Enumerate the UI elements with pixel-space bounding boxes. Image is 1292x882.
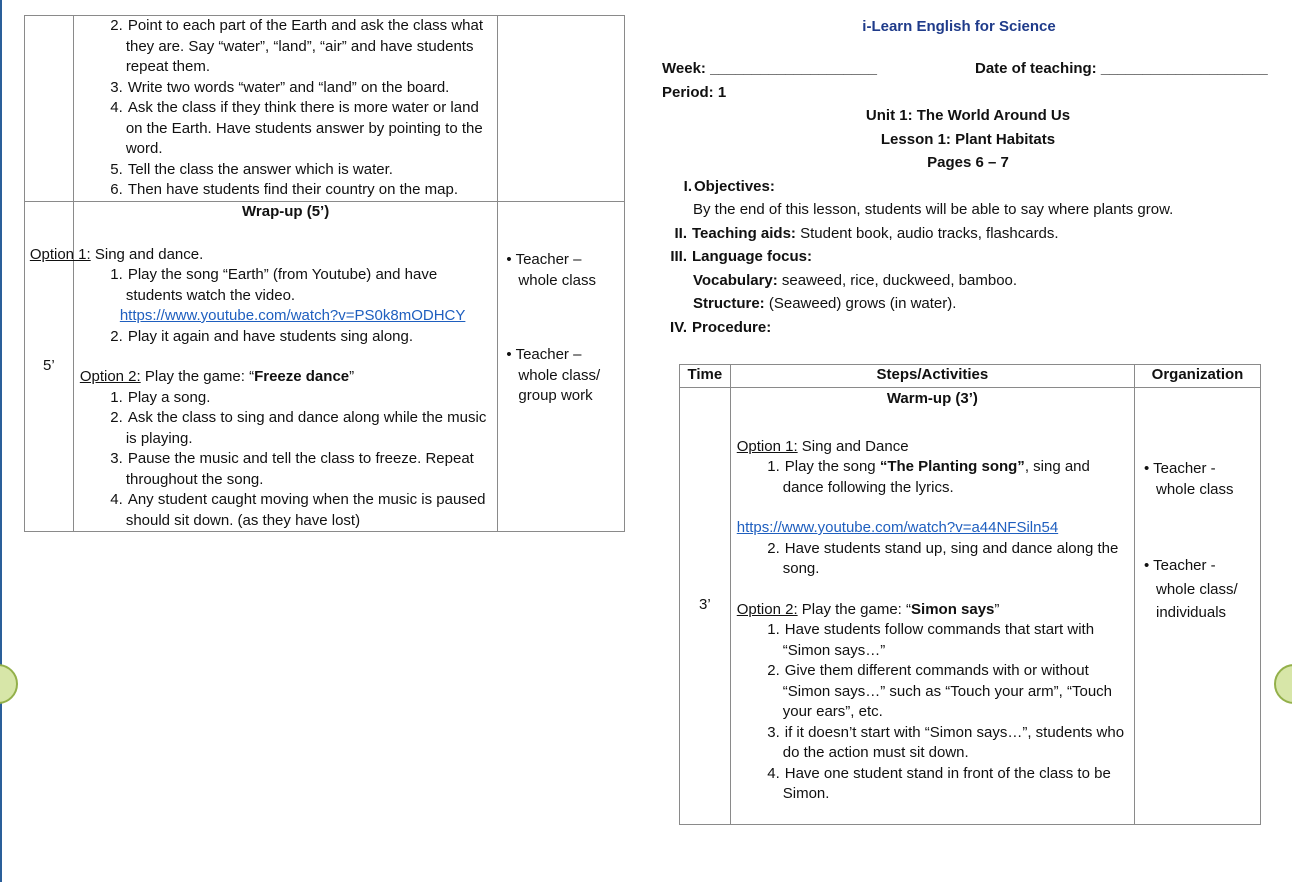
list-item: 4. Have one student stand in front of the class to be Simon. bbox=[767, 764, 1111, 802]
time-cell bbox=[25, 16, 74, 202]
list-item: 5. Tell the class the answer which is water. bbox=[110, 160, 393, 178]
left-page bbox=[24, 15, 625, 532]
structure-line: Structure: (Seaweed) grows (in water). bbox=[693, 295, 957, 312]
list-item: 3. if it doesn’t start with “Simon says…”, students who do the action must sit down. bbox=[767, 723, 1125, 761]
option2-label: Option 2: bbox=[79, 368, 141, 385]
option1-line bbox=[30, 245, 492, 266]
period: Period: 1 bbox=[662, 83, 727, 101]
time-cell bbox=[680, 388, 731, 825]
right-procedure-table-wrap bbox=[679, 364, 1261, 825]
list-item: 3. Pause the music and tell the class to freeze. Repeat throughout the song. bbox=[110, 450, 474, 488]
header-time: Time bbox=[680, 365, 731, 388]
objectives-text: By the end of this lesson, students will be able to say where plants grow. bbox=[693, 201, 1174, 218]
viewer-left-edge bbox=[0, 0, 2, 882]
simon-says: Simon says bbox=[911, 600, 995, 618]
vocabulary-line: Vocabulary: seaweed, rice, duckweed, bamboo. bbox=[693, 271, 1018, 289]
list-item: 2. Give them different commands with or without “Simon says…” such as “Touch your arm”, “Touch your ears”, etc. bbox=[767, 662, 1113, 720]
section-teaching-aids: II. Teaching aids: Student book, audio tracks, flashcards. bbox=[674, 224, 1059, 242]
list-item: 2. Ask the class to sing and dance along while the music is playing. bbox=[110, 409, 487, 447]
activities-cell bbox=[73, 16, 498, 202]
option2-line: Option 2: Play the game: “Freeze dance” bbox=[79, 368, 355, 385]
org1-bullet: • Teacher - whole class bbox=[1143, 460, 1234, 498]
org2-bullet: • Teacher - whole class/ individuals bbox=[1143, 557, 1238, 621]
organization-cell bbox=[498, 202, 625, 532]
section-procedure: IV. Procedure: bbox=[670, 318, 772, 336]
list-item: 6. Then have students find their country on the map. bbox=[110, 181, 459, 198]
list-item: 2. Point to each part of the Earth and ask the class what they are. Say “water”, “land”, “air” and have students repeat them. bbox=[110, 17, 484, 75]
wrapup-title: Wrap-up (5’) bbox=[242, 203, 330, 220]
list-item: 4. Any student caught moving when the music is paused should sit down. (as they have lost) bbox=[110, 491, 486, 529]
next-page-button[interactable] bbox=[1274, 664, 1292, 704]
option2-steps bbox=[737, 620, 1128, 805]
steps-list bbox=[80, 16, 492, 201]
option1-text: Sing and dance. bbox=[90, 245, 204, 263]
week-field: Week: ____________________ bbox=[662, 59, 877, 77]
option2-game: Freeze dance bbox=[254, 368, 350, 385]
o1-link[interactable]: https://www.youtube.com/watch?v=a44NFSiln54 bbox=[736, 519, 1059, 536]
org1-bullet: • Teacher – whole class bbox=[506, 251, 596, 289]
section-objectives: I. Objectives: bbox=[683, 177, 775, 195]
organization-cell bbox=[1134, 388, 1260, 825]
o1-link-line bbox=[737, 518, 1128, 539]
section-language-focus: III. Language focus: bbox=[670, 248, 813, 265]
pages: Pages 6 – 7 bbox=[927, 154, 1009, 171]
option2-line: Option 2: Play the game: “Simon says” bbox=[736, 600, 1000, 618]
list-item: 1. Play a song. bbox=[110, 388, 211, 406]
date-field: Date of teaching: ____________________ bbox=[975, 59, 1268, 77]
option2-steps bbox=[80, 388, 492, 532]
list-item: 1. Have students follow commands that start with “Simon says…” bbox=[767, 621, 1095, 659]
option1-line: Option 1: Sing and Dance bbox=[736, 437, 909, 455]
table-row bbox=[680, 388, 1261, 825]
time-value: 3’ bbox=[699, 596, 711, 613]
activities-cell bbox=[29, 202, 498, 532]
option1-link-line bbox=[80, 306, 492, 327]
right-procedure-table bbox=[679, 364, 1261, 825]
option1-step2: 2. Play it again and have students sing along. bbox=[110, 327, 414, 345]
unit-title: Unit 1: The World Around Us bbox=[865, 107, 1071, 124]
option1-step1: 1. Play the song “Earth” (from Youtube) and have students watch the video. bbox=[110, 266, 438, 304]
warmup-title: Warm-up (3’) bbox=[886, 390, 978, 407]
table-row bbox=[25, 202, 625, 532]
planting-song: “The Planting song” bbox=[879, 458, 1025, 475]
org2-bullet: • Teacher – whole class/ group work bbox=[506, 346, 601, 404]
list-item: 3. Write two words “water” and “land” on the board. bbox=[110, 78, 450, 96]
o1-step1: 1. Play the song “The Planting song”, sing and dance following the lyrics. bbox=[767, 458, 1090, 496]
o1-step2: 2. Have students stand up, sing and dance along the song. bbox=[767, 539, 1119, 577]
table-row bbox=[25, 16, 625, 202]
table-header-row bbox=[680, 365, 1261, 388]
doc-title: i-Learn English for Science bbox=[862, 18, 1056, 35]
list-item: 4. Ask the class if they think there is more water or land on the Earth. Have students answer by pointing to the word. bbox=[110, 99, 483, 157]
organization-cell bbox=[498, 16, 625, 202]
option1-label: Option 1: bbox=[29, 245, 91, 263]
header-organization: Organization bbox=[1134, 365, 1260, 388]
previous-page-button[interactable] bbox=[0, 664, 18, 704]
lesson-title: Lesson 1: Plant Habitats bbox=[880, 130, 1056, 148]
time-value: 5’ bbox=[43, 357, 55, 375]
activities-cell bbox=[730, 388, 1134, 825]
week-date-line bbox=[662, 57, 1276, 81]
left-procedure-table bbox=[24, 15, 625, 532]
option1-link[interactable]: https://www.youtube.com/watch?v=PS0k8mODHCY bbox=[119, 307, 466, 324]
right-page bbox=[662, 15, 1276, 339]
header-steps: Steps/Activities bbox=[730, 365, 1134, 388]
